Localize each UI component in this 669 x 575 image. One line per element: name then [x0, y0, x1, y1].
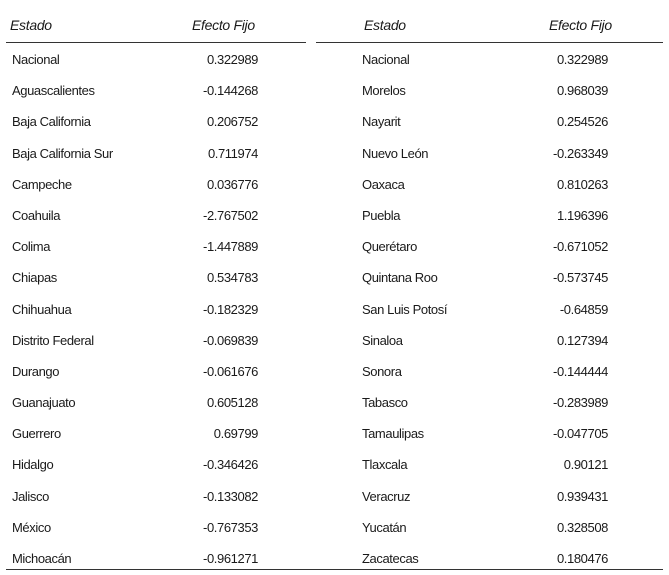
fixed-effect-value-cell: -0.283989: [553, 395, 608, 411]
state-name-cell: Querétaro: [362, 239, 417, 255]
table-row: [316, 355, 663, 386]
state-name-cell: Jalisco: [12, 488, 49, 504]
fixed-effect-value-cell: -0.069839: [203, 332, 258, 348]
state-name-cell: Chiapas: [12, 270, 57, 286]
state-name-cell: Quintana Roo: [362, 270, 438, 286]
fixed-effect-value-cell: -0.346426: [203, 457, 258, 473]
fixed-effect-value-cell: 0.711974: [207, 145, 258, 161]
fixed-effect-value-cell: 0.90121: [563, 457, 608, 473]
table-row: [316, 105, 663, 136]
state-name-cell: Baja California Sur: [12, 145, 113, 161]
table-body-right: [316, 43, 663, 573]
state-name-cell: Yucatán: [362, 519, 407, 535]
state-name-cell: Nacional: [12, 52, 60, 67]
fixed-effect-value-cell: 0.69799: [213, 426, 258, 442]
fixed-effect-value-cell: -0.133082: [203, 488, 258, 504]
fixed-effect-value-cell: -0.767353: [203, 519, 258, 535]
state-name-cell: Distrito Federal: [12, 332, 94, 348]
table-row: [6, 355, 306, 386]
state-name-cell: Durango: [12, 363, 60, 379]
table-body-left: [6, 43, 306, 573]
state-name-cell: Nacional: [362, 52, 410, 67]
state-name-cell: Chihuahua: [12, 301, 72, 317]
state-name-cell: Baja California: [12, 114, 91, 130]
state-name-cell: Sinaloa: [362, 332, 403, 348]
column-header-efecto-fijo: Efecto Fijo: [192, 17, 255, 33]
table-row: [6, 199, 306, 230]
fixed-effect-value-cell: 0.968039: [556, 83, 608, 99]
table-row: [316, 137, 663, 168]
fixed-effect-value-cell: 0.810263: [556, 176, 608, 192]
fixed-effect-value-cell: 0.534783: [206, 270, 258, 286]
fixed-effect-value-cell: 0.322989: [206, 52, 258, 67]
table-row: [6, 448, 306, 479]
table-row: [316, 261, 663, 292]
state-name-cell: Nuevo León: [362, 145, 429, 161]
table-row: [6, 74, 306, 105]
table-bottom-rule: [6, 569, 663, 570]
table-row: [316, 417, 663, 448]
state-name-cell: Sonora: [362, 363, 402, 379]
fixed-effect-value-cell: -0.671052: [553, 239, 608, 255]
column-header-efecto-fijo: Efecto Fijo: [549, 17, 612, 33]
fixed-effect-value-cell: -0.64859: [559, 301, 608, 317]
table-row: [316, 199, 663, 230]
state-name-cell: Oaxaca: [362, 176, 405, 192]
table-row: [6, 261, 306, 292]
table-row: [6, 137, 306, 168]
state-name-cell: Puebla: [362, 207, 401, 223]
state-name-cell: Campeche: [12, 176, 72, 192]
fixed-effect-value-cell: 0.127394: [556, 332, 608, 348]
fixed-effect-value-cell: -0.961271: [203, 551, 258, 566]
fixed-effect-value-cell: 0.036776: [206, 176, 258, 192]
fixed-effect-value-cell: -0.263349: [553, 145, 608, 161]
state-name-cell: Michoacán: [12, 551, 72, 566]
table-row: [316, 230, 663, 261]
table-right-half: [316, 6, 663, 573]
state-name-cell: Tamaulipas: [362, 426, 424, 442]
table-row: [316, 386, 663, 417]
fixed-effect-value-cell: -0.144268: [203, 83, 258, 99]
fixed-effect-value-cell: -2.767502: [203, 207, 258, 223]
fixed-effect-value-cell: 0.180476: [556, 551, 608, 566]
table-header-left: [6, 6, 306, 43]
fixed-effect-value-cell: 0.206752: [206, 114, 258, 130]
state-name-cell: San Luis Potosí: [362, 301, 448, 317]
fixed-effect-value-cell: 0.328508: [556, 519, 608, 535]
table-row: [316, 74, 663, 105]
table-row: [6, 386, 306, 417]
state-name-cell: Hidalgo: [12, 457, 54, 473]
fixed-effect-value-cell: -0.144444: [553, 363, 608, 379]
state-name-cell: Guerrero: [12, 426, 61, 442]
table-row: [316, 43, 663, 74]
table-row: [316, 168, 663, 199]
fixed-effect-value-cell: 0.605128: [206, 395, 258, 411]
table-row: [6, 168, 306, 199]
table-row: [6, 511, 306, 542]
state-name-cell: Tabasco: [362, 395, 408, 411]
state-name-cell: Aguascalientes: [12, 83, 95, 99]
state-name-cell: Zacatecas: [362, 551, 419, 566]
state-name-cell: Morelos: [362, 83, 406, 99]
fixed-effect-value-cell: -1.447889: [203, 239, 258, 255]
table-row: [6, 105, 306, 136]
table-row: [6, 480, 306, 511]
table-header-right: [316, 6, 663, 43]
state-name-cell: Nayarit: [362, 114, 401, 130]
fixed-effect-value-cell: 0.322989: [556, 52, 608, 67]
table-row: [316, 324, 663, 355]
state-name-cell: México: [12, 519, 51, 535]
fixed-effect-value-cell: -0.182329: [203, 301, 258, 317]
table-row: [316, 448, 663, 479]
fixed-effect-value-cell: -0.573745: [553, 270, 608, 286]
table-row: [6, 230, 306, 261]
column-header-estado: Estado: [10, 17, 52, 33]
table-row: [6, 324, 306, 355]
fixed-effect-value-cell: -0.061676: [203, 363, 258, 379]
state-name-cell: Coahuila: [12, 207, 61, 223]
fixed-effect-value-cell: -0.047705: [553, 426, 608, 442]
table-row: [316, 480, 663, 511]
table-row: [316, 511, 663, 542]
table-row: [6, 293, 306, 324]
fixed-effect-value-cell: 1.196396: [556, 207, 608, 223]
state-name-cell: Colima: [12, 239, 51, 255]
column-header-estado: Estado: [364, 17, 406, 33]
state-name-cell: Tlaxcala: [362, 457, 408, 473]
fixed-effect-value-cell: 0.939431: [556, 488, 608, 504]
fixed-effect-value-cell: 0.254526: [556, 114, 608, 130]
table-row: [316, 293, 663, 324]
state-name-cell: Veracruz: [362, 488, 411, 504]
state-name-cell: Guanajuato: [12, 395, 76, 411]
table-row: [6, 43, 306, 74]
table-left-half: [6, 6, 306, 573]
table-row: [6, 417, 306, 448]
